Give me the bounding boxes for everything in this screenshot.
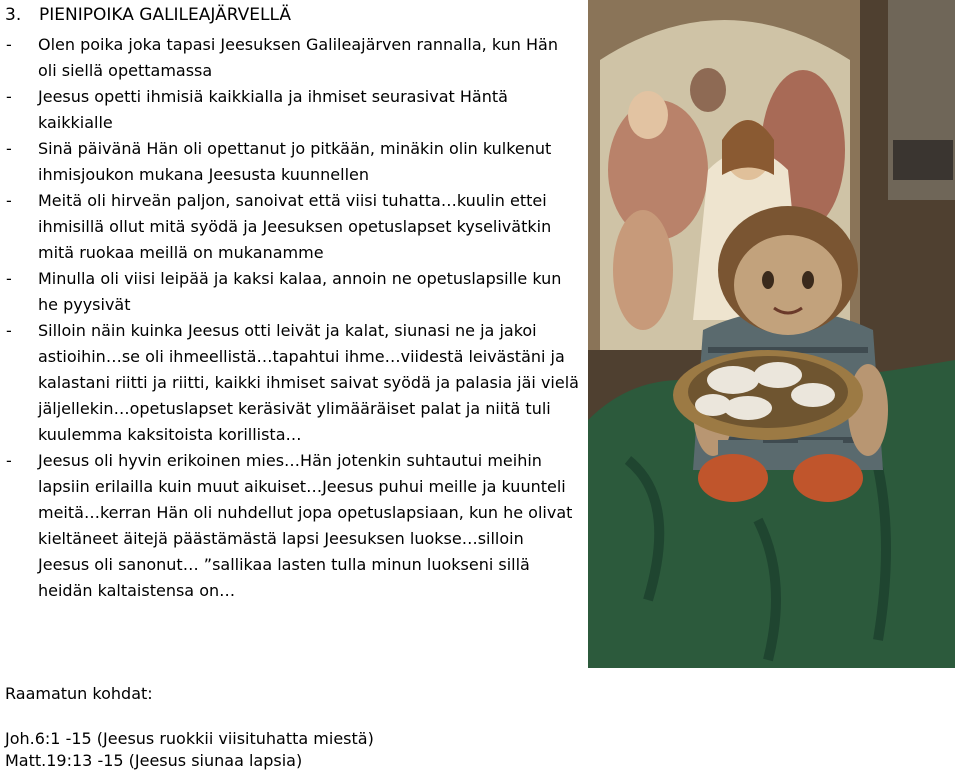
bible-references	[5, 683, 374, 772]
reference-line: Matt.19:13 -15 (Jeesus siunaa lapsia)	[5, 751, 303, 770]
bread-piece	[791, 383, 835, 407]
bullet-dash: -	[6, 321, 12, 340]
bullet-dash: -	[6, 269, 12, 288]
bread-piece	[707, 366, 759, 394]
story-item	[0, 136, 580, 188]
section-number: 3.	[5, 5, 22, 25]
story-item	[0, 188, 580, 266]
story-text: Jeesus opetti ihmisiä kaikkialla ja ihmiset seurasivat Häntä kaikkialle	[38, 87, 508, 132]
story-text: Olen poika joka tapasi Jeesuksen Galileajärven rannalla, kun Hän oli siellä opettamassa	[38, 35, 558, 80]
page-title	[5, 5, 291, 25]
story-list	[0, 32, 580, 604]
bullet-dash: -	[6, 191, 12, 210]
bullet-dash: -	[6, 87, 12, 106]
story-item	[0, 318, 580, 448]
painted-child	[613, 210, 673, 330]
story-text: Silloin näin kuinka Jeesus otti leivät ja kalat, siunasi ne ja jakoi astioihin…se oli ihmeellistä…tapahtui ihme…viidestä leivästäni ja kalastani riitti ja riitti, kaikki ihmiset saivat syödä ja palasia jäi vielä jäljellekin…opetuslapset keräsivät ylimääräiset palat ja niitä tuli kuulemma kaksitoista korillista…	[38, 321, 579, 444]
doll-face	[734, 235, 842, 335]
story-item	[0, 32, 580, 84]
doll-eye-right	[802, 271, 814, 289]
bread-piece	[754, 362, 802, 388]
doll-photo-illustration	[588, 0, 955, 668]
story-text: Meitä oli hirveän paljon, sanoivat että viisi tuhatta…kuulin ettei ihmisillä ollut mitä syödä ja Jeesuksen opetuslapset kyselivätkin mitä ruokaa meillä on mukanamme	[38, 191, 552, 262]
story-item	[0, 266, 580, 318]
story-item	[0, 448, 580, 604]
story-text: Sinä päivänä Hän oli opettanut jo pitkään, minäkin olin kulkenut ihmisjoukon mukana Jeesusta kuunnellen	[38, 139, 552, 184]
section-title: PIENIPOIKA GALILEAJÄRVELLÄ	[39, 5, 291, 25]
room-object	[893, 140, 953, 180]
painted-face	[628, 91, 668, 139]
bread-piece	[695, 394, 731, 416]
bullet-dash: -	[6, 35, 12, 54]
doll-shoe-right	[793, 454, 863, 502]
bread-piece	[724, 396, 772, 420]
story-text: Jeesus oli hyvin erikoinen mies…Hän jotenkin suhtautui meihin lapsiin erilailla kuin muut aikuiset…Jeesus puhui meille ja kuunteli meitä…kerran Hän oli nuhdellut jopa opetuslapsiaan, kun he olivat kieltäneet äitejä päästämästä lapsi Jeesuksen luokse…silloin Jeesus oli sanonut… ”sallikaa lasten tulla minun luokseni sillä heidän kaltaistensa on…	[38, 451, 573, 600]
story-text: Minulla oli viisi leipää ja kaksi kalaa, annoin ne opetuslapsille kun he pyysivät	[38, 269, 562, 314]
doll-eye-left	[762, 271, 774, 289]
painted-figure-back	[690, 68, 726, 112]
references-label: Raamatun kohdat:	[5, 684, 153, 703]
doll-photo	[588, 0, 955, 668]
bullet-dash: -	[6, 451, 12, 470]
reference-line: Joh.6:1 -15 (Jeesus ruokkii viisituhatta miestä)	[5, 729, 374, 748]
doll-shoe-left	[698, 454, 768, 502]
story-item	[0, 84, 580, 136]
bullet-dash: -	[6, 139, 12, 158]
